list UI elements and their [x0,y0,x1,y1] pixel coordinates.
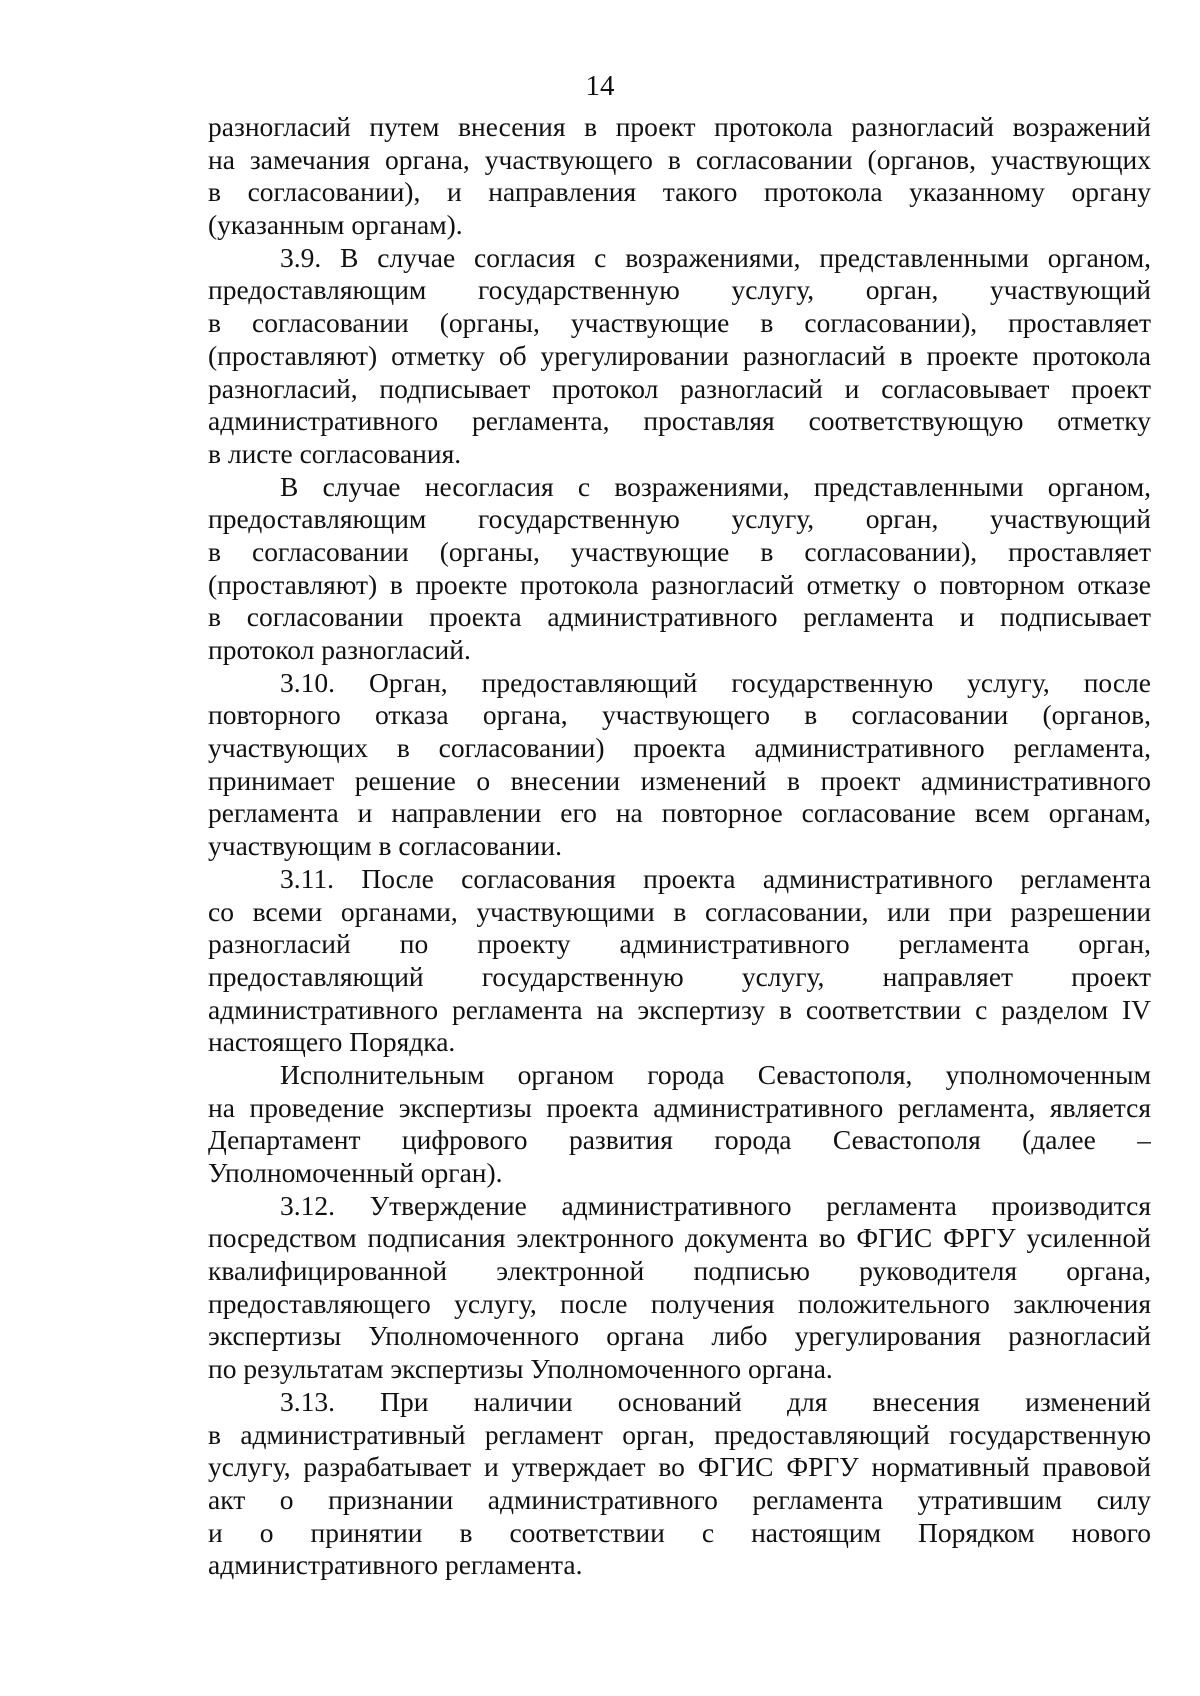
text-line: 3.12. Утверждение административного регламента производится [280,1189,1151,1221]
document-body [208,111,1151,1582]
text-line: квалифицированной электронной подписью руководителя органа, [208,1255,1151,1287]
text-line: 3.9. В случае согласия с возражениями, представленными органом, [280,241,1151,273]
text-line: предоставляющий государственную услугу, направляет проект [208,960,1151,992]
page-number: 14 [585,70,615,102]
text-line: В случае несогласия с возражениями, представленными органом, [280,470,1151,502]
text-line: в согласовании (органы, участвующие в согласовании), проставляет [208,535,1151,567]
text-line: в согласовании (органы, участвующие в согласовании), проставляет [208,307,1151,339]
text-line: 3.10. Орган, предоставляющий государственную услугу, после [280,666,1151,698]
text-line: участвующим в согласовании. [208,830,562,862]
text-line: настоящего Порядка. [208,1026,456,1058]
text-line: повторного отказа органа, участвующего в согласовании (органов, [208,699,1151,731]
text-line: предоставляющим государственную услугу, орган, участвующий [208,274,1151,306]
text-line: Департамент цифрового развития города Севастополя (далее – [208,1124,1151,1156]
text-line: 3.11. После согласования проекта административного регламента [280,862,1151,894]
text-line: в согласовании), и направления такого протокола указанному органу [208,176,1151,208]
text-line: разногласий путем внесения в проект протокола разногласий возражений [208,111,1151,142]
text-line: 3.13. При наличии оснований для внесения изменений [280,1385,1151,1417]
text-line: на проведение экспертизы проекта административного регламента, является [208,1091,1151,1123]
text-line: Уполномоченный орган). [208,1157,503,1188]
text-line: (проставляют) отметку об урегулировании разногласий в проекте протокола [208,339,1151,371]
text-line: в административный регламент орган, предоставляющий государственную [208,1418,1151,1450]
text-line: и о принятии в соответствии с настоящим Порядком нового [208,1516,1151,1548]
text-line: регламента и направлении его на повторное согласование всем органам, [208,797,1151,829]
text-line: разногласий, подписывает протокол разногласий и согласовывает проект [208,372,1151,404]
text-line: в листе согласования. [208,437,462,469]
text-line: разногласий по проекту административного регламента орган, [208,928,1151,960]
text-line: административного регламента, проставляя соответствующую отметку [208,405,1151,437]
text-line: в согласовании проекта административного регламента и подписывает [208,601,1151,633]
text-line: акт о признании административного регламента утратившим силу [208,1483,1151,1515]
text-line: услугу, разрабатывает и утверждает во ФГИС ФРГУ нормативный правовой [208,1451,1151,1483]
text-line: по результатам экспертизы Уполномоченного органа. [208,1353,833,1385]
text-line: принимает решение о внесении изменений в проект административного [208,764,1151,796]
text-line: экспертизы Уполномоченного органа либо урегулирования разногласий [208,1320,1151,1352]
text-line: (проставляют) в проекте протокола разногласий отметку о повторном отказе [208,568,1151,600]
text-line: протокол разногласий. [208,634,471,665]
text-line: административного регламента. [208,1549,583,1581]
text-line: (указанным органам). [208,209,463,241]
text-line: административного регламента на экспертизу в соответствии с разделом IV [208,993,1151,1025]
text-line: посредством подписания электронного документа во ФГИС ФРГУ усиленной [208,1222,1151,1254]
text-line: предоставляющим государственную услугу, орган, участвующий [208,503,1151,535]
text-line: Исполнительным органом города Севастополя, уполномоченным [280,1058,1151,1090]
text-line: участвующих в согласовании) проекта административного регламента, [208,732,1151,764]
text-line: со всеми органами, участвующими в согласовании, или при разрешении [208,895,1151,927]
text-line: предоставляющего услугу, после получения положительного заключения [208,1287,1151,1319]
text-line: на замечания органа, участвующего в согласовании (органов, участвующих [208,143,1151,175]
